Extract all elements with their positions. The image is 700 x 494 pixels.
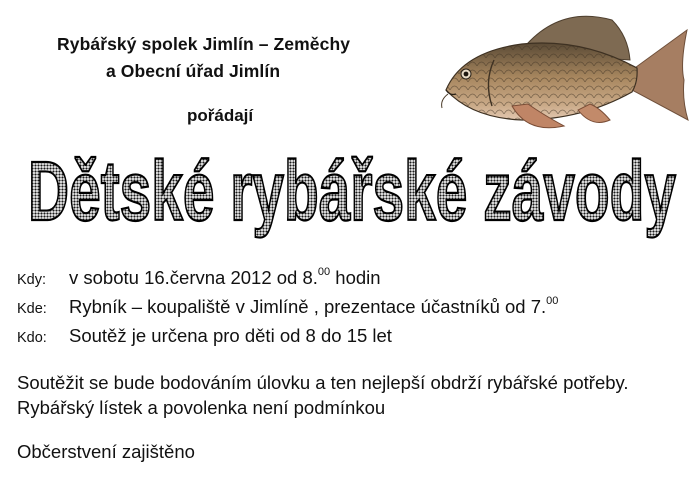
who-label: Kdo:	[17, 330, 47, 346]
event-title	[16, 134, 688, 244]
where-time-superscript: 00	[546, 295, 559, 307]
when-label: Kdy:	[17, 272, 47, 288]
event-title-text: Dětské rybářské závody	[28, 144, 677, 238]
when-value: v sobotu 16.června 2012 od 8.00 hodin	[69, 266, 381, 288]
where-label: Kde:	[17, 301, 47, 317]
organizer-line-1: Rybářský spolek Jimlín – Zeměchy	[57, 34, 351, 54]
license-info: Rybářský lístek a povolenka není podmínkou	[17, 397, 386, 418]
when-time-superscript: 00	[317, 266, 331, 278]
organizer-line-2: a Obecní úřad Jimlín	[106, 61, 281, 81]
carp-fish-illustration	[432, 2, 692, 132]
where-value: Rybník – koupaliště v Jimlíně , prezentace účastníků od 7.00	[69, 295, 559, 317]
who-value: Soutěž je určena pro děti od 8 do 15 let	[69, 325, 392, 346]
scoring-info: Soutěžit se bude bodováním úlovku a ten nejlepší obdrží rybářské potřeby.	[17, 372, 629, 393]
organizer-verb: pořádají	[187, 106, 254, 125]
refreshments-info: Občerstvení zajištěno	[17, 441, 195, 462]
